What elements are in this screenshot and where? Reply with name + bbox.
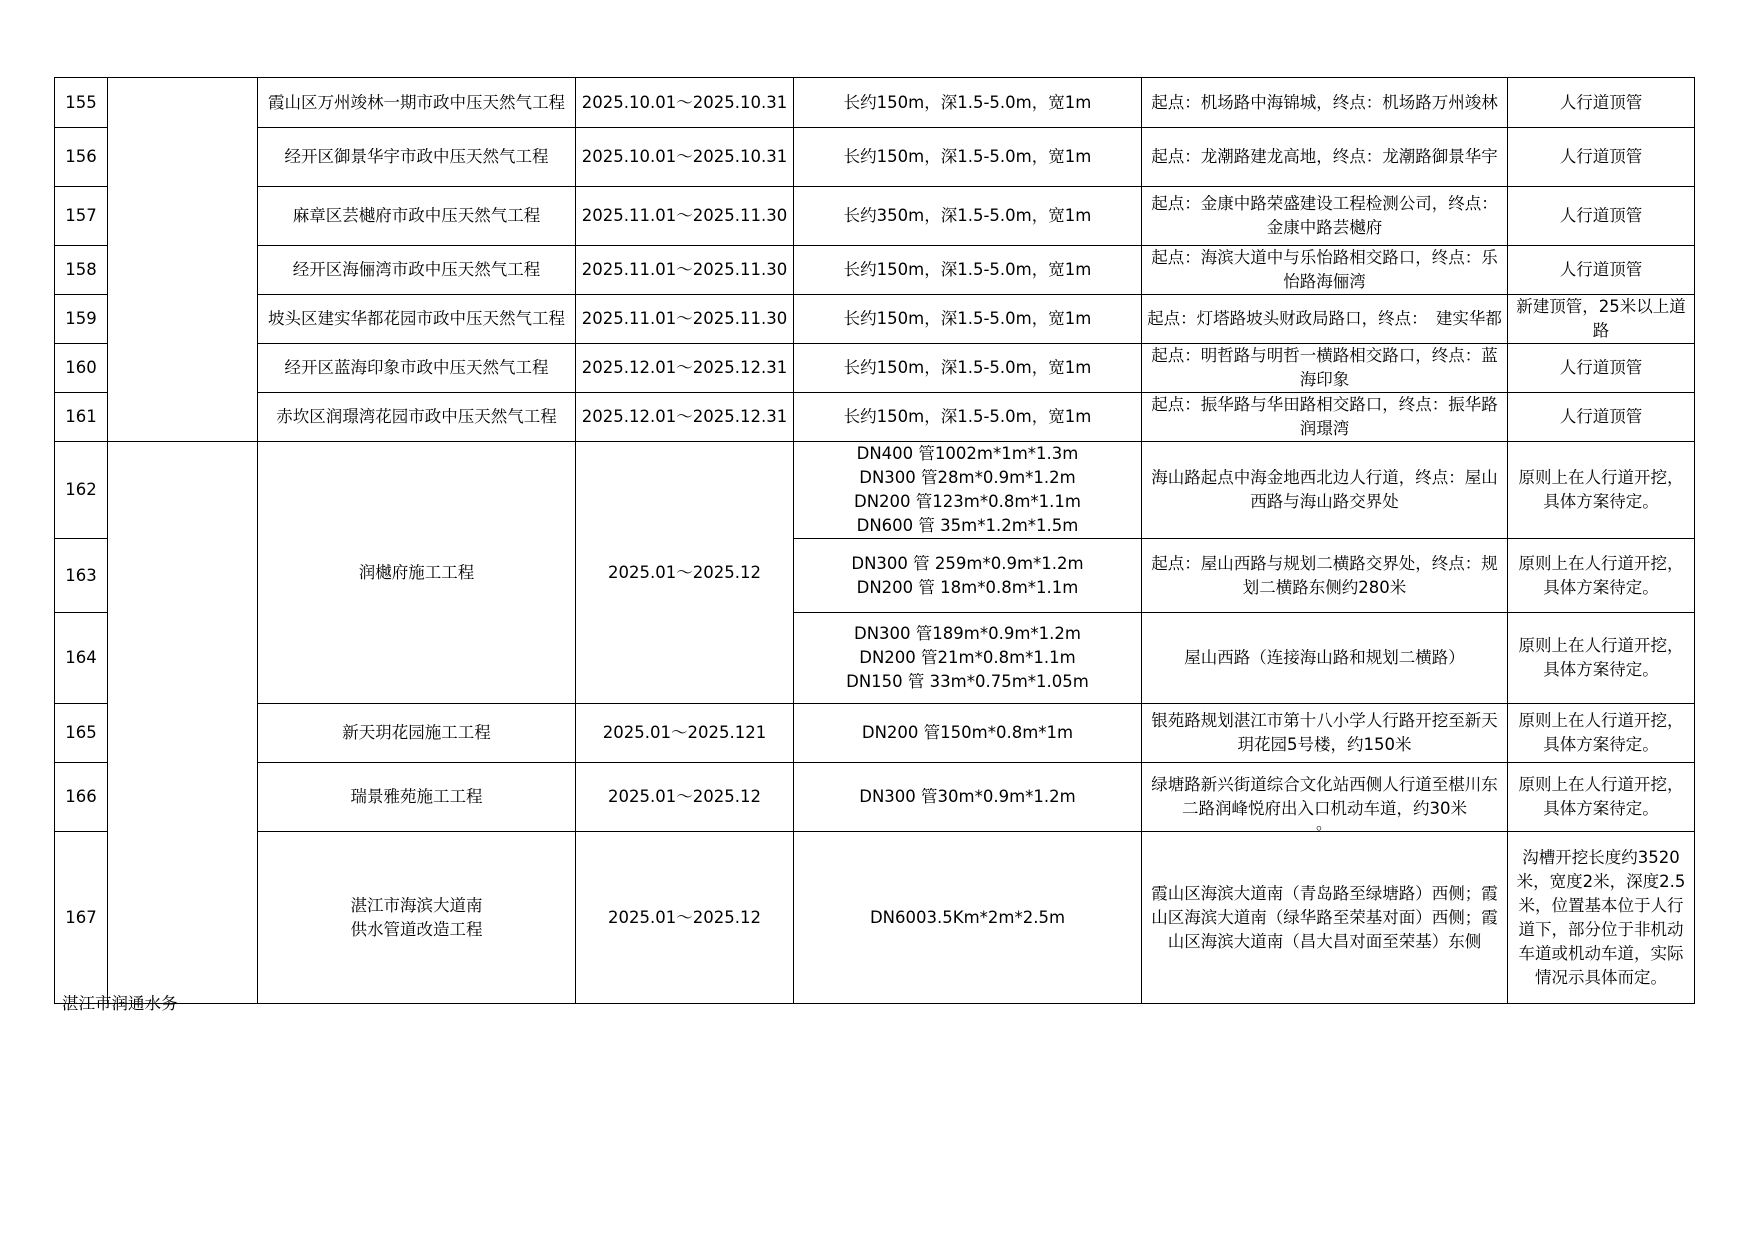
project-name: 经开区海俪湾市政中压天然气工程	[258, 246, 576, 295]
method: 人行道顶管	[1508, 128, 1695, 187]
location: 起点：振华路与华田路相交路口，终点：振华路润璟湾	[1142, 393, 1508, 442]
row-number: 156	[55, 128, 108, 187]
table-row	[55, 246, 1695, 295]
row-number: 165	[55, 704, 108, 763]
location: 起点：龙潮路建龙高地，终点：龙潮路御景华宇	[1142, 128, 1508, 187]
table-row	[55, 704, 1695, 763]
construction-schedule-table	[54, 77, 1695, 1013]
project-name: 润樾府施工工程	[258, 442, 576, 704]
method: 新建顶管，25米以上道路	[1508, 295, 1695, 344]
period: 2025.12.01～2025.12.31	[576, 393, 794, 442]
row-number: 164	[55, 613, 108, 704]
project-name: 经开区蓝海印象市政中压天然气工程	[258, 344, 576, 393]
row-number: 157	[55, 187, 108, 246]
scale: 长约150m，深1.5-5.0m，宽1m	[794, 78, 1142, 128]
project-name: 麻章区芸樾府市政中压天然气工程	[258, 187, 576, 246]
method: 原则上在人行道开挖，具体方案待定。	[1508, 763, 1695, 832]
method: 人行道顶管	[1508, 246, 1695, 295]
row-number: 155	[55, 78, 108, 128]
period: 2025.01～2025.12	[576, 442, 794, 704]
scale: 长约150m，深1.5-5.0m，宽1m	[794, 393, 1142, 442]
project-name: 新天玥花园施工工程	[258, 704, 576, 763]
period: 2025.01～2025.12	[576, 763, 794, 832]
method: 人行道顶管	[1508, 393, 1695, 442]
location: 起点：海滨大道中与乐怡路相交路口，终点：乐怡路海俪湾	[1142, 246, 1508, 295]
table-row	[55, 295, 1695, 344]
unit-label: 湛江市润通水务	[62, 994, 178, 1013]
project-name: 瑞景雅苑施工工程	[258, 763, 576, 832]
location: 起点：金康中路荣盛建设工程检测公司，终点：金康中路芸樾府	[1142, 187, 1508, 246]
period: 2025.01～2025.121	[576, 704, 794, 763]
location: 霞山区海滨大道南（青岛路至绿塘路）西侧；霞山区海滨大道南（绿华路至荣基对面）西侧；霞山区海滨大道南（昌大昌对面至荣基）东侧	[1142, 832, 1508, 1004]
scale: 长约350m，深1.5-5.0m，宽1m	[794, 187, 1142, 246]
scale: 长约150m，深1.5-5.0m，宽1m	[794, 128, 1142, 187]
row-number: 158	[55, 246, 108, 295]
period: 2025.11.01～2025.11.30	[576, 187, 794, 246]
table-row	[55, 78, 1695, 128]
method: 沟槽开挖长度约3520米，宽度2米，深度2.5米，位置基本位于人行道下，部分位于非机动车道或机动车道，实际情况示具体而定。	[1508, 832, 1695, 1004]
period: 2025.10.01～2025.10.31	[576, 128, 794, 187]
method: 人行道顶管	[1508, 344, 1695, 393]
scale: DN400 管1002m*1m*1.3m DN300 管28m*0.9m*1.2m DN200 管123m*0.8m*1.1m DN600 管 35m*1.2m*1.5m	[794, 442, 1142, 539]
row-number: 166	[55, 763, 108, 832]
period: 2025.11.01～2025.11.30	[576, 295, 794, 344]
scale: 长约150m，深1.5-5.0m，宽1m	[794, 295, 1142, 344]
table-row	[55, 128, 1695, 187]
method: 人行道顶管	[1508, 187, 1695, 246]
table-row	[55, 763, 1695, 832]
unit-cell	[108, 78, 258, 442]
row-number: 163	[55, 539, 108, 613]
scale: 长约150m，深1.5-5.0m，宽1m	[794, 344, 1142, 393]
location: 起点：灯塔路坡头财政局路口，终点： 建实华都	[1142, 295, 1508, 344]
row-number: 160	[55, 344, 108, 393]
location: 屋山西路（连接海山路和规划二横路）	[1142, 613, 1508, 704]
project-name: 经开区御景华宇市政中压天然气工程	[258, 128, 576, 187]
method: 原则上在人行道开挖，具体方案待定。	[1508, 613, 1695, 704]
table-row	[55, 393, 1695, 442]
period: 2025.01～2025.12	[576, 832, 794, 1004]
table-row	[55, 832, 1695, 1004]
scale: 长约150m，深1.5-5.0m，宽1m	[794, 246, 1142, 295]
table-row	[55, 187, 1695, 246]
period: 2025.12.01～2025.12.31	[576, 344, 794, 393]
period: 2025.10.01～2025.10.31	[576, 78, 794, 128]
method: 原则上在人行道开挖，具体方案待定。	[1508, 704, 1695, 763]
row-number: 162	[55, 442, 108, 539]
scale: DN300 管189m*0.9m*1.2m DN200 管21m*0.8m*1.1m DN150 管 33m*0.75m*1.05m	[794, 613, 1142, 704]
project-name: 赤坎区润璟湾花园市政中压天然气工程	[258, 393, 576, 442]
scale: DN300 管 259m*0.9m*1.2m DN200 管 18m*0.8m*1.1m	[794, 539, 1142, 613]
row-number: 159	[55, 295, 108, 344]
scale: DN200 管150m*0.8m*1m	[794, 704, 1142, 763]
scale: DN6003.5Km*2m*2.5m	[794, 832, 1142, 1004]
project-name: 坡头区建实华都花园市政中压天然气工程	[258, 295, 576, 344]
method: 原则上在人行道开挖，具体方案待定。	[1508, 442, 1695, 539]
project-name: 霞山区万州竣林一期市政中压天然气工程	[258, 78, 576, 128]
location: 起点：屋山西路与规划二横路交界处，终点：规划二横路东侧约280米	[1142, 539, 1508, 613]
method: 人行道顶管	[1508, 78, 1695, 128]
table-row	[55, 344, 1695, 393]
method: 原则上在人行道开挖，具体方案待定。	[1508, 539, 1695, 613]
row-number: 161	[55, 393, 108, 442]
scale: DN300 管30m*0.9m*1.2m	[794, 763, 1142, 832]
project-name: 湛江市海滨大道南 供水管道改造工程	[258, 832, 576, 1004]
unit-cell	[108, 442, 258, 1004]
table-row	[55, 442, 1695, 539]
row-number: 167	[55, 832, 108, 1004]
stray-period-mark: 。	[1316, 814, 1333, 833]
location: 银苑路规划湛江市第十八小学人行路开挖至新天玥花园5号楼，约150米	[1142, 704, 1508, 763]
location: 起点：机场路中海锦城，终点：机场路万州竣林	[1142, 78, 1508, 128]
period: 2025.11.01～2025.11.30	[576, 246, 794, 295]
location: 绿塘路新兴街道综合文化站西侧人行道至椹川东二路润峰悦府出入口机动车道，约30米	[1142, 763, 1508, 832]
location: 海山路起点中海金地西北边人行道，终点：屋山西路与海山路交界处	[1142, 442, 1508, 539]
location: 起点：明哲路与明哲一横路相交路口，终点：蓝海印象	[1142, 344, 1508, 393]
